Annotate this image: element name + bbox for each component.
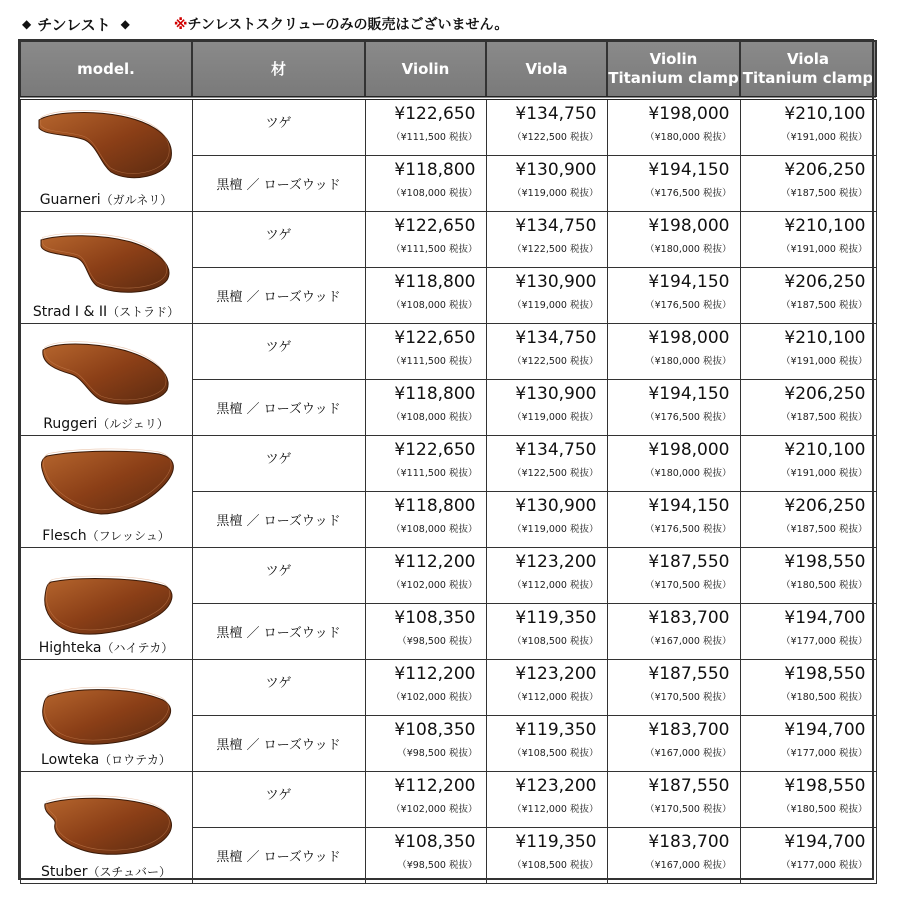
price-incl-tax: ¥108,350	[394, 832, 476, 852]
price-excl-tax: （¥170,500 税抜）	[645, 580, 732, 591]
price-incl-tax: ¥187,550	[648, 552, 730, 572]
price-incl-tax: ¥108,350	[394, 720, 476, 740]
diamond-bullet-icon: ◆	[120, 17, 130, 31]
price-cell	[607, 604, 740, 660]
material-cell	[192, 492, 365, 548]
price-incl-tax: ¥134,750	[515, 440, 597, 460]
price-excl-tax: （¥180,500 税抜）	[781, 580, 868, 591]
model-name-latin: Flesch	[42, 528, 87, 544]
material-label: 黒檀 ／ ローズウッド	[216, 514, 341, 529]
price-cell	[365, 604, 486, 660]
table-row	[20, 436, 876, 492]
price-excl-tax: （¥176,500 税抜）	[645, 300, 732, 311]
material-label: ツゲ	[265, 676, 292, 691]
price-cell	[365, 98, 486, 156]
col-header-viola: Viola	[486, 41, 607, 98]
price-cell	[607, 716, 740, 772]
price-excl-tax: （¥98,500 税抜）	[397, 636, 478, 647]
price-cell	[365, 492, 486, 548]
price-excl-tax: （¥180,000 税抜）	[645, 244, 732, 255]
price-incl-tax: ¥206,250	[784, 496, 866, 516]
price-incl-tax: ¥183,700	[648, 832, 730, 852]
material-cell	[192, 380, 365, 436]
price-cell	[365, 660, 486, 716]
price-cell	[607, 436, 740, 492]
chinrest-image	[31, 784, 181, 864]
price-cell	[740, 492, 876, 548]
price-incl-tax: ¥134,750	[515, 328, 597, 348]
notice-body: チンレストスクリューのみの販売はございません。	[187, 17, 509, 33]
price-incl-tax: ¥206,250	[784, 272, 866, 292]
price-table	[19, 40, 877, 884]
material-cell	[192, 268, 365, 324]
model-name	[21, 415, 192, 435]
model-name-latin: Stuber	[41, 864, 88, 880]
price-cell	[740, 268, 876, 324]
price-excl-tax: （¥108,500 税抜）	[512, 860, 599, 871]
price-excl-tax: （¥176,500 税抜）	[645, 188, 732, 199]
price-incl-tax: ¥130,900	[515, 272, 597, 292]
price-cell	[365, 380, 486, 436]
price-incl-tax: ¥187,550	[648, 664, 730, 684]
col-header-viola-titanium-line2: Titanium clamp	[742, 69, 874, 87]
price-cell	[607, 212, 740, 268]
model-cell	[20, 212, 192, 324]
material-cell	[192, 98, 365, 156]
material-label: ツゲ	[265, 340, 292, 355]
price-excl-tax: （¥191,000 税抜）	[781, 468, 868, 479]
price-incl-tax: ¥194,700	[784, 720, 866, 740]
model-cell	[20, 324, 192, 436]
price-cell	[607, 548, 740, 604]
price-incl-tax: ¥119,350	[515, 832, 597, 852]
price-incl-tax: ¥130,900	[515, 496, 597, 516]
price-incl-tax: ¥112,200	[394, 664, 476, 684]
price-incl-tax: ¥112,200	[394, 776, 476, 796]
col-header-material: 材	[192, 41, 365, 98]
table-row	[20, 212, 876, 268]
price-cell	[607, 156, 740, 212]
model-name-latin: Lowteka	[41, 752, 100, 768]
model-name	[21, 527, 192, 547]
model-name	[21, 191, 192, 211]
price-cell	[740, 212, 876, 268]
col-header-violin: Violin	[365, 41, 486, 98]
col-header-viola-titanium	[740, 41, 876, 98]
price-cell	[486, 380, 607, 436]
price-excl-tax: （¥177,000 税抜）	[781, 636, 868, 647]
price-incl-tax: ¥122,650	[394, 440, 476, 460]
price-excl-tax: （¥108,500 税抜）	[512, 636, 599, 647]
price-cell	[486, 98, 607, 156]
price-cell	[486, 492, 607, 548]
material-cell	[192, 156, 365, 212]
material-cell	[192, 324, 365, 380]
price-excl-tax: （¥187,500 税抜）	[781, 524, 868, 535]
model-name-latin: Strad I & II	[32, 304, 108, 320]
chinrest-image	[31, 106, 181, 186]
price-cell	[607, 772, 740, 828]
price-cell	[486, 212, 607, 268]
material-label: 黒檀 ／ ローズウッド	[216, 850, 341, 865]
price-excl-tax: （¥177,000 税抜）	[781, 860, 868, 871]
chinrest-image	[31, 562, 181, 642]
price-cell	[486, 548, 607, 604]
price-incl-tax: ¥194,700	[784, 832, 866, 852]
price-excl-tax: （¥111,500 税抜）	[391, 132, 478, 143]
header-row	[20, 41, 876, 98]
model-name	[21, 751, 192, 771]
price-incl-tax: ¥130,900	[515, 160, 597, 180]
col-header-violin-titanium-line1: Violin	[649, 50, 698, 68]
price-cell	[607, 98, 740, 156]
price-incl-tax: ¥122,650	[394, 104, 476, 124]
price-cell	[486, 324, 607, 380]
price-cell	[365, 212, 486, 268]
price-excl-tax: （¥176,500 税抜）	[645, 524, 732, 535]
model-name-latin: Highteka	[38, 640, 102, 656]
price-cell	[365, 548, 486, 604]
col-header-violin-titanium	[607, 41, 740, 98]
model-cell	[20, 772, 192, 884]
price-incl-tax: ¥118,800	[394, 160, 476, 180]
price-cell	[740, 548, 876, 604]
price-excl-tax: （¥180,500 税抜）	[781, 804, 868, 815]
price-incl-tax: ¥118,800	[394, 496, 476, 516]
price-cell	[365, 716, 486, 772]
notice-mark: ※	[173, 17, 188, 33]
price-excl-tax: （¥187,500 税抜）	[781, 188, 868, 199]
model-cell	[20, 660, 192, 772]
price-cell	[607, 492, 740, 548]
price-cell	[740, 436, 876, 492]
price-cell	[740, 828, 876, 884]
material-cell	[192, 436, 365, 492]
price-incl-tax: ¥198,000	[648, 216, 730, 236]
price-incl-tax: ¥123,200	[515, 664, 597, 684]
price-excl-tax: （¥177,000 税抜）	[781, 748, 868, 759]
price-excl-tax: （¥98,500 税抜）	[397, 748, 478, 759]
diamond-bullet-icon: ◆	[22, 17, 32, 31]
price-incl-tax: ¥130,900	[515, 384, 597, 404]
price-incl-tax: ¥183,700	[648, 720, 730, 740]
price-incl-tax: ¥194,150	[648, 160, 730, 180]
price-cell	[486, 660, 607, 716]
price-incl-tax: ¥112,200	[394, 552, 476, 572]
price-cell	[607, 380, 740, 436]
price-excl-tax: （¥187,500 税抜）	[781, 412, 868, 423]
price-cell	[486, 268, 607, 324]
table-row	[20, 548, 876, 604]
price-incl-tax: ¥198,550	[784, 552, 866, 572]
price-cell	[740, 98, 876, 156]
price-excl-tax: （¥180,500 税抜）	[781, 692, 868, 703]
price-excl-tax: （¥102,000 税抜）	[391, 580, 478, 591]
model-name	[21, 303, 192, 323]
price-cell	[740, 324, 876, 380]
price-excl-tax: （¥112,000 税抜）	[512, 580, 599, 591]
price-cell	[486, 772, 607, 828]
material-label: 黒檀 ／ ローズウッド	[216, 290, 341, 305]
price-excl-tax: （¥108,000 税抜）	[391, 188, 478, 199]
price-excl-tax: （¥108,000 税抜）	[391, 300, 478, 311]
price-incl-tax: ¥108,350	[394, 608, 476, 628]
chinrest-image	[31, 674, 181, 754]
price-incl-tax: ¥119,350	[515, 720, 597, 740]
price-excl-tax: （¥167,000 税抜）	[645, 748, 732, 759]
price-cell	[607, 828, 740, 884]
material-label: 黒檀 ／ ローズウッド	[216, 738, 341, 753]
price-excl-tax: （¥112,000 税抜）	[512, 804, 599, 815]
model-name-kana: （ロウテカ）	[99, 753, 171, 767]
price-cell	[486, 828, 607, 884]
model-name-latin: Guarneri	[39, 192, 101, 208]
col-header-violin-titanium-line2: Titanium clamp	[608, 69, 739, 87]
table-row	[20, 660, 876, 716]
model-name	[21, 863, 192, 883]
chinrest-image	[31, 332, 181, 412]
price-excl-tax: （¥170,500 税抜）	[645, 692, 732, 703]
price-incl-tax: ¥118,800	[394, 384, 476, 404]
price-excl-tax: （¥111,500 税抜）	[391, 468, 478, 479]
price-excl-tax: （¥119,000 税抜）	[512, 524, 599, 535]
material-label: 黒檀 ／ ローズウッド	[216, 178, 341, 193]
price-excl-tax: （¥191,000 税抜）	[781, 244, 868, 255]
price-cell	[486, 156, 607, 212]
material-label: ツゲ	[265, 452, 292, 467]
model-cell	[20, 436, 192, 548]
chinrest-image	[31, 220, 181, 300]
material-label: 黒檀 ／ ローズウッド	[216, 402, 341, 417]
price-excl-tax: （¥108,000 税抜）	[391, 524, 478, 535]
material-cell	[192, 212, 365, 268]
price-cell	[740, 716, 876, 772]
table-row	[20, 324, 876, 380]
price-incl-tax: ¥119,350	[515, 608, 597, 628]
price-incl-tax: ¥210,100	[784, 104, 866, 124]
price-incl-tax: ¥187,550	[648, 776, 730, 796]
model-name-kana: （ルジェリ）	[97, 417, 169, 431]
material-cell	[192, 772, 365, 828]
material-label: ツゲ	[265, 228, 292, 243]
price-incl-tax: ¥194,700	[784, 608, 866, 628]
price-cell	[486, 604, 607, 660]
price-excl-tax: （¥122,500 税抜）	[512, 132, 599, 143]
price-cell	[365, 828, 486, 884]
model-name-latin: Ruggeri	[43, 416, 98, 432]
price-incl-tax: ¥198,550	[784, 664, 866, 684]
price-excl-tax: （¥180,000 税抜）	[645, 356, 732, 367]
price-excl-tax: （¥102,000 税抜）	[391, 804, 478, 815]
price-excl-tax: （¥108,500 税抜）	[512, 748, 599, 759]
price-excl-tax: （¥108,000 税抜）	[391, 412, 478, 423]
material-label: ツゲ	[265, 788, 292, 803]
price-excl-tax: （¥176,500 税抜）	[645, 412, 732, 423]
price-excl-tax: （¥122,500 税抜）	[512, 468, 599, 479]
model-name-kana: （ストラド）	[107, 305, 180, 319]
price-excl-tax: （¥98,500 税抜）	[397, 860, 478, 871]
price-cell	[607, 324, 740, 380]
price-cell	[607, 268, 740, 324]
col-header-viola-titanium-line1: Viola	[786, 50, 830, 68]
price-cell	[740, 604, 876, 660]
price-excl-tax: （¥119,000 税抜）	[512, 300, 599, 311]
price-incl-tax: ¥118,800	[394, 272, 476, 292]
model-name-kana: （ハイテカ）	[101, 641, 174, 655]
material-cell	[192, 716, 365, 772]
notice-text	[174, 14, 508, 34]
model-name	[21, 639, 192, 659]
price-incl-tax: ¥210,100	[784, 440, 866, 460]
chinrest-image	[31, 440, 181, 520]
material-label: ツゲ	[265, 116, 292, 131]
price-excl-tax: （¥111,500 税抜）	[391, 244, 478, 255]
price-incl-tax: ¥198,000	[648, 104, 730, 124]
price-excl-tax: （¥191,000 税抜）	[781, 356, 868, 367]
table-row	[20, 98, 876, 156]
price-incl-tax: ¥210,100	[784, 216, 866, 236]
col-header-model: model.	[20, 41, 192, 98]
section-title-bar	[22, 10, 882, 38]
price-cell	[365, 268, 486, 324]
price-cell	[486, 716, 607, 772]
price-cell	[740, 156, 876, 212]
price-incl-tax: ¥122,650	[394, 328, 476, 348]
price-excl-tax: （¥102,000 税抜）	[391, 692, 478, 703]
price-cell	[740, 380, 876, 436]
price-incl-tax: ¥183,700	[648, 608, 730, 628]
price-excl-tax: （¥122,500 税抜）	[512, 244, 599, 255]
material-cell	[192, 660, 365, 716]
price-excl-tax: （¥111,500 税抜）	[391, 356, 478, 367]
material-cell	[192, 548, 365, 604]
material-cell	[192, 828, 365, 884]
section-title: チンレスト	[37, 15, 111, 34]
model-name-kana: （フレッシュ）	[86, 529, 170, 543]
price-excl-tax: （¥119,000 税抜）	[512, 412, 599, 423]
price-incl-tax: ¥123,200	[515, 776, 597, 796]
price-incl-tax: ¥198,550	[784, 776, 866, 796]
price-incl-tax: ¥134,750	[515, 216, 597, 236]
price-incl-tax: ¥194,150	[648, 272, 730, 292]
price-incl-tax: ¥206,250	[784, 384, 866, 404]
price-cell	[365, 436, 486, 492]
table-row	[20, 772, 876, 828]
material-cell	[192, 604, 365, 660]
price-cell	[486, 436, 607, 492]
price-incl-tax: ¥198,000	[648, 328, 730, 348]
price-incl-tax: ¥194,150	[648, 384, 730, 404]
price-cell	[740, 772, 876, 828]
price-excl-tax: （¥119,000 税抜）	[512, 188, 599, 199]
price-excl-tax: （¥167,000 税抜）	[645, 636, 732, 647]
material-label: 黒檀 ／ ローズウッド	[216, 626, 341, 641]
price-excl-tax: （¥122,500 税抜）	[512, 356, 599, 367]
price-excl-tax: （¥170,500 税抜）	[645, 804, 732, 815]
price-cell	[365, 772, 486, 828]
model-name-kana: （ガルネリ）	[100, 193, 173, 207]
price-cell	[607, 660, 740, 716]
price-incl-tax: ¥134,750	[515, 104, 597, 124]
price-excl-tax: （¥180,000 税抜）	[645, 132, 732, 143]
price-cell	[365, 324, 486, 380]
model-cell	[20, 98, 192, 212]
price-incl-tax: ¥210,100	[784, 328, 866, 348]
price-incl-tax: ¥194,150	[648, 496, 730, 516]
price-excl-tax: （¥112,000 税抜）	[512, 692, 599, 703]
price-excl-tax: （¥187,500 税抜）	[781, 300, 868, 311]
material-label: ツゲ	[265, 564, 292, 579]
price-cell	[365, 156, 486, 212]
price-excl-tax: （¥167,000 税抜）	[645, 860, 732, 871]
price-incl-tax: ¥123,200	[515, 552, 597, 572]
price-excl-tax: （¥180,000 税抜）	[645, 468, 732, 479]
model-name-kana: （スチュバー）	[87, 865, 171, 879]
price-incl-tax: ¥198,000	[648, 440, 730, 460]
price-incl-tax: ¥122,650	[394, 216, 476, 236]
price-cell	[740, 660, 876, 716]
price-excl-tax: （¥191,000 税抜）	[781, 132, 868, 143]
price-incl-tax: ¥206,250	[784, 160, 866, 180]
model-cell	[20, 548, 192, 660]
